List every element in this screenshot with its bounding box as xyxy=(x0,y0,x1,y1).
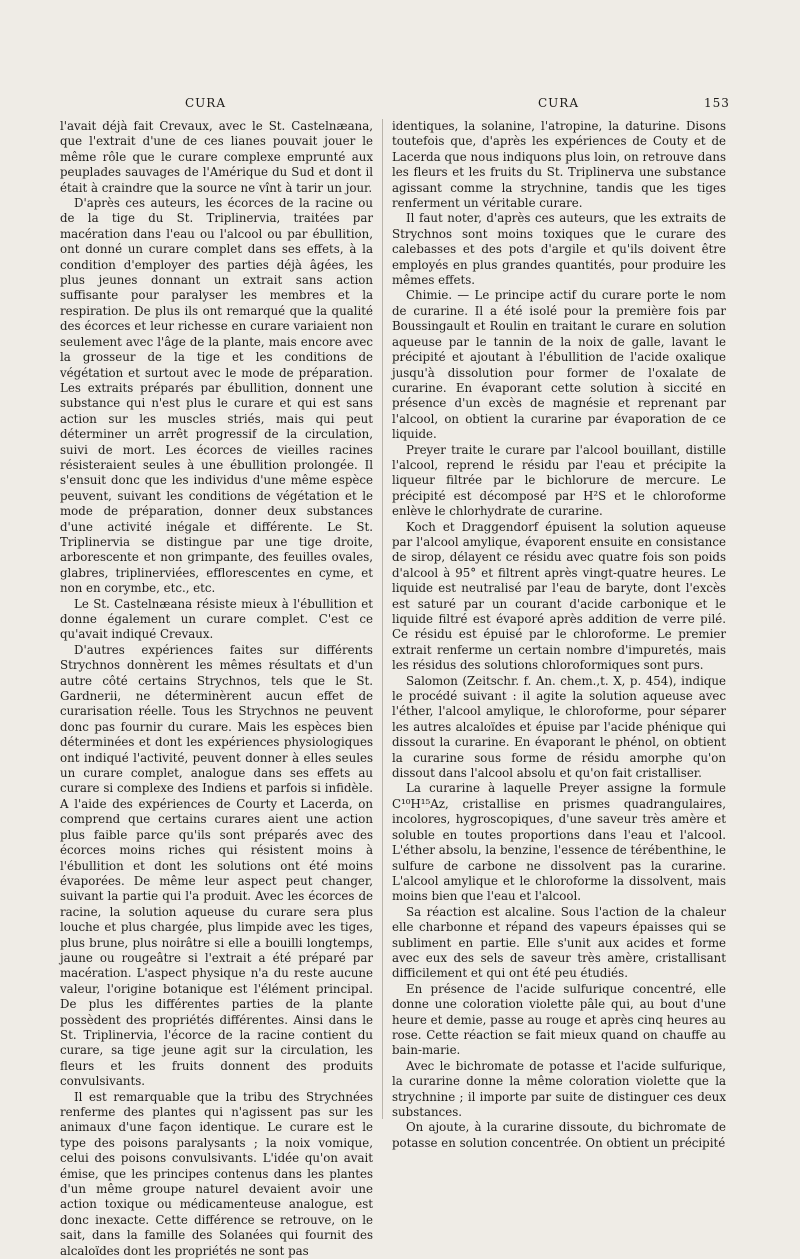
paragraph: D'après ces auteurs, les écorces de la racine ou de la tige du St. Triplinervia, traitées par macération dans l'eau ou l'alcool ou par ébullition, ont donné un curare complet dans ses effets, à la condition d'employer des parties déjà âgées, les plus jeunes donnant un extrait sans action suffisante pour paralyser les membres et la respiration. De plus ils ont remarqué que la qualité des écorces et leur richesse en curare variaient non seulement avec l'âge de la plante, mais encore avec la grosseur de la tige et les conditions de végétation et surtout avec le mode de préparation. Les extraits préparés par ébullition, donnent une substance qui n'est plus le curare et qui est sans action sur les muscles striés, mais qui peut déterminer un arrêt progressif de la circulation, suivi de mort. Les écorces de vieilles racines résisteraient seules à une ébullition prolongée. Il s'ensuit donc que les individus d'une même espèce peuvent, suivant les conditions de végétation et le mode de préparation, donner deux substances d'une activité inégale et différente. Le St. Triplinervia se distingue par une tige droite, arborescente et non grimpante, des feuilles ovales, glabres, triplinerviées, efflorescentes en cyme, et non en corymbe, etc., etc. xyxy=(60,196,373,596)
paragraph: Avec le bichromate de potasse et l'acide sulfurique, la curarine donne la même coloration violette que la strychnine ; il importe par suite de distinguer ces deux substances. xyxy=(392,1058,726,1119)
running-header xyxy=(0,96,800,116)
paragraph: Preyer traite le curare par l'alcool bouillant, distille l'alcool, reprend le résidu par l'eau et précipite la liqueur filtrée par le bichlorure de mercure. Le précipité est décomposé par H²S et le chloroforme enlève le chlorhydrate de curarine. xyxy=(392,442,726,519)
paragraph: l'avait déjà fait Crevaux, avec le St. Castelnæana, que l'extrait d'une de ces lianes pouvait jouer le même rôle que le curare complexe emprunté aux peuplades sauvages de l'Amérique du Sud et dont il était à craindre que la source ne vînt à tarir un jour. xyxy=(60,119,373,195)
paragraph: On ajoute, à la curarine dissoute, du bichromate de potasse en solution concentrée. On obtient un précipité xyxy=(392,1120,726,1150)
paragraph: Salomon (Zeitschr. f. An. chem.,t. X, p. 454), indique le procédé suivant : il agite la solution aqueuse avec l'éther, l'alcool amylique, le chloroforme, pour séparer les autres alcaloïdes et épuise par l'acide phénique qui dissout la curarine. En évaporant le phénol, on obtient la curarine sous forme de résidu amorphe qu'on dissout dans l'alcool absolu et qu'on fait cristalliser. xyxy=(392,673,726,781)
paragraph: Le St. Castelnæana résiste mieux à l'ébullition et donne également un curare complet. C'est ce qu'avait indiqué Crevaux. xyxy=(60,596,373,642)
paragraph: Koch et Draggendorf épuisent la solution aqueuse par l'alcool amylique, évaporent ensuite en consistance de sirop, délayent ce résidu avec quatre fois son poids d'alcool à 95° et filtrent après vingt-quatre heures. Le liquide est neutralisé par l'eau de baryte, dont l'excès est saturé par un courant d'acide carbonique et le liquide filtré est évaporé après addition de verre pilé. Ce résidu est épuisé par le chloroforme. Le premier extrait renferme un certain nombre d'impuretés, mais les résidus des solutions chloroformiques sont purs. xyxy=(392,519,726,673)
header-center-title: CURA xyxy=(538,96,579,110)
page-number: 153 xyxy=(704,96,730,110)
right-column xyxy=(392,119,726,1150)
paragraph: identiques, la solanine, l'atropine, la daturine. Disons toutefois que, d'après les expériences de Couty et de Lacerda que nous indiquons plus loin, on retrouve dans les fleurs et les fruits du St. Triplinerva une substance agissant comme la strychnine, tandis que les tiges renferment un véritable curare. xyxy=(392,119,726,211)
paragraph: Sa réaction est alcaline. Sous l'action de la chaleur elle charbonne et répand des vapeurs épaisses qui se subliment en partie. Elle s'unit aux acides et forme avec eux des sels de saveur très amère, cristallisant difficilement et qui ont été peu étudiés. xyxy=(392,904,726,981)
column-divider xyxy=(382,119,383,1119)
paragraph: En présence de l'acide sulfurique concentré, elle donne une coloration violette pâle qui, au bout d'une heure et demie, passe au rouge et après cinq heures au rose. Cette réaction se fait mieux quand on chauffe au bain-marie. xyxy=(392,981,726,1058)
left-column xyxy=(60,119,373,1258)
section-chimie: Chimie. — Le principe actif du curare porte le nom de curarine. Il a été isolé pour la première fois par Boussingault et Roulin en traitant le curare en solution aqueuse par le tannin de la noix de galle, lavant le précipité et ajoutant à l'ébullition de l'acide oxalique jusqu'à dissolution pour former de l'oxalate de curarine. En évaporant cette solution à siccité en présence d'un excès de magnésie et reprenant par l'alcool, on obtient la curarine par évaporation de ce liquide. xyxy=(392,288,726,442)
paragraph: D'autres expériences faites sur différents Strychnos donnèrent les mêmes résultats et d'un autre côté certains Strychnos, tels que le St. Gardnerii, ne déterminèrent aucun effet de curarisation réelle. Tous les Strychnos ne peuvent donc pas fournir du curare. Mais les espèces bien déterminées et dont les expériences physiologiques ont indiqué l'activité, peuvent donner à elles seules un curare complet, analogue dans ses effets au curare si complexe des Indiens et parfois si infidèle. A l'aide des expériences de Courty et Lacerda, on comprend que certains curares aient une action plus faible parce qu'ils sont préparés avec des écorces moins riches qui résistent moins à l'ébullition et dont les solutions ont été moins évaporées. De même leur aspect peut changer, suivant la partie qui l'a produit. Avec les écorces de racine, la solution aqueuse du curare sera plus louche et plus chargée, plus limpide avec les tiges, plus brune, plus noirâtre si elle a bouilli longtemps, jaune ou rougeâtre si l'extrait a été préparé par macération. L'aspect physique n'a du reste aucune valeur, l'origine botanique est l'élément principal. De plus les différentes parties de la plante possèdent des propriétés différentes. Ainsi dans le St. Triplinervia, l'écorce de la racine contient du curare, sa tige jeune agit sur la circulation, les fleurs et les fruits donnent des produits convulsivants. xyxy=(60,642,373,1089)
paragraph: Il faut noter, d'après ces auteurs, que les extraits de Strychnos sont moins toxiques que le curare des calebasses et des pots d'argile et qu'ils doivent être employés en plus grandes quantités, pour produire les mêmes effets. xyxy=(392,211,726,288)
paragraph: La curarine à laquelle Preyer assigne la formule C¹⁰H¹⁵Az, cristallise en prismes quadrangulaires, incolores, hygroscopiques, d'une saveur très amère et soluble en toutes proportions dans l'eau et l'alcool. L'éther absolu, la benzine, l'essence de térébenthine, le sulfure de carbone ne dissolvent pas la curarine. L'alcool amylique et le chloroforme la dissolvent, mais moins bien que l'eau et l'alcool. xyxy=(392,781,726,904)
header-left-title: CURA xyxy=(185,96,226,110)
paragraph: Il est remarquable que la tribu des Strychnées renferme des plantes qui n'agissent pas sur les animaux d'une façon identique. Le curare est le type des poisons paralysants ; la noix vomique, celui des poisons convulsivants. L'idée qu'on avait émise, que les principes contenus dans les plantes d'un même groupe naturel devaient avoir une action toxique ou médicamenteuse analogue, est donc inexacte. Cette différence se retrouve, on le sait, dans la famille des Solanées qui fournit des alcaloïdes dont les propriétés ne sont pas xyxy=(60,1089,373,1258)
